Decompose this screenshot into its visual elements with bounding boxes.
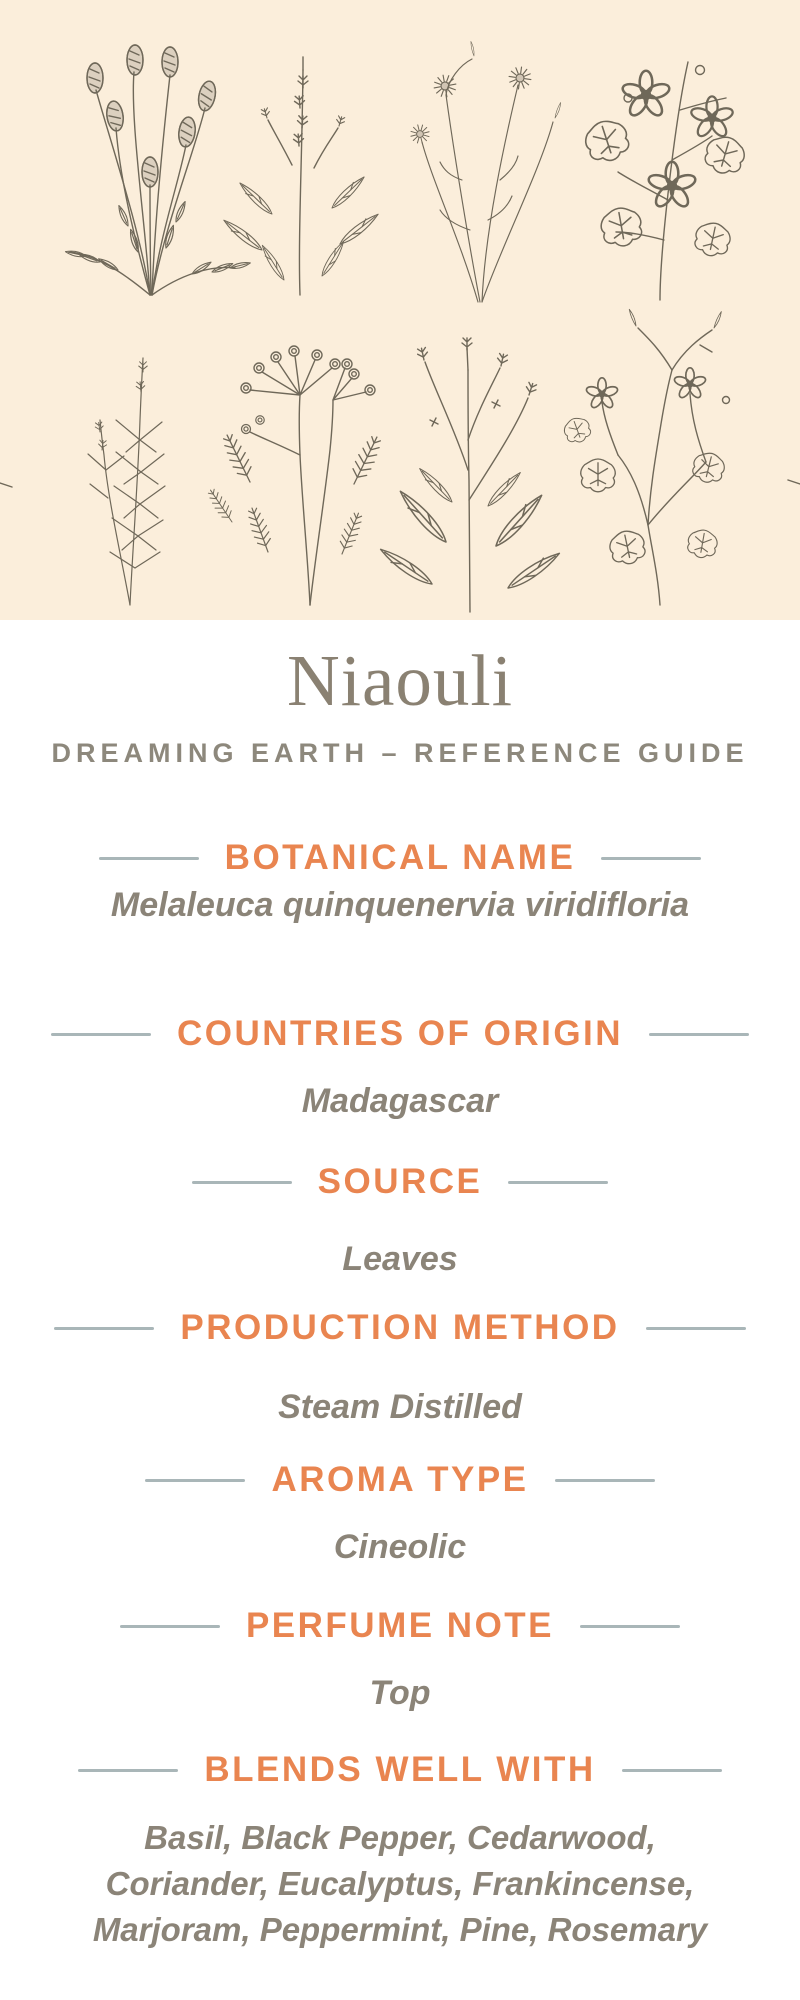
section-value-countries-of-origin: Madagascar (301, 1082, 499, 1120)
botanical-sketch-tansy (205, 346, 384, 605)
botanical-sketch-burnet (65, 45, 251, 295)
section-label: AROMA TYPE (271, 1460, 529, 1499)
botanical-illustrations (0, 0, 800, 620)
divider-line (508, 1181, 608, 1184)
section-header-blends-well-with (0, 1750, 800, 1790)
edge-fragment-left (0, 483, 12, 487)
divider-line (649, 1033, 749, 1036)
section-label: COUNTRIES OF ORIGIN (176, 1014, 624, 1053)
section-header-source (0, 1162, 800, 1202)
section-label: PRODUCTION METHOD (180, 1308, 620, 1347)
botanical-sketch-verbena (378, 338, 563, 612)
edge-fragment-right (788, 480, 800, 484)
botanical-sketch-wild-geranium (561, 309, 729, 605)
botanical-sketch-hyssop (88, 358, 165, 605)
divider-line (555, 1479, 655, 1482)
divider-line (622, 1769, 722, 1772)
section-value-blends-well-with: Basil, Black Pepper, Cedarwood, Coriander, Eucalyptus, Frankincense, Marjoram, Peppermint, Pine, Rosemary (92, 1819, 708, 1948)
section-header-perfume-note (0, 1606, 800, 1646)
section-label: PERFUME NOTE (245, 1606, 555, 1645)
section-header-countries-of-origin (0, 1014, 800, 1054)
divider-line (51, 1033, 151, 1036)
botanical-sketch-sage (221, 57, 380, 295)
divider-line (646, 1327, 746, 1330)
section-label: BLENDS WELL WITH (204, 1750, 596, 1789)
section-value-botanical-name: Melaleuca quinquenervia viridifloria (110, 886, 690, 924)
hero-banner (0, 0, 800, 620)
divider-line (580, 1625, 680, 1628)
section-header-aroma-type (0, 1460, 800, 1500)
divider-line (120, 1625, 220, 1628)
section-value-aroma-type: Cineolic (333, 1528, 467, 1566)
botanical-sketch-cornflower (409, 41, 562, 302)
divider-line (99, 857, 199, 860)
divider-line (192, 1181, 292, 1184)
divider-line (145, 1479, 245, 1482)
page-title: Niaouli (287, 640, 513, 721)
section-header-botanical-name (0, 838, 800, 878)
section-label: SOURCE (317, 1162, 483, 1201)
botanical-sketch-mallow (581, 62, 748, 300)
section-header-production-method (0, 1308, 800, 1348)
divider-line (78, 1769, 178, 1772)
section-value-perfume-note: Top (369, 1674, 431, 1712)
divider-line (54, 1327, 154, 1330)
page-subtitle: DREAMING EARTH – REFERENCE GUIDE (51, 738, 749, 768)
section-value-source: Leaves (342, 1240, 458, 1278)
section-label: BOTANICAL NAME (224, 838, 576, 877)
divider-line (601, 857, 701, 860)
section-value-production-method: Steam Distilled (278, 1388, 522, 1426)
